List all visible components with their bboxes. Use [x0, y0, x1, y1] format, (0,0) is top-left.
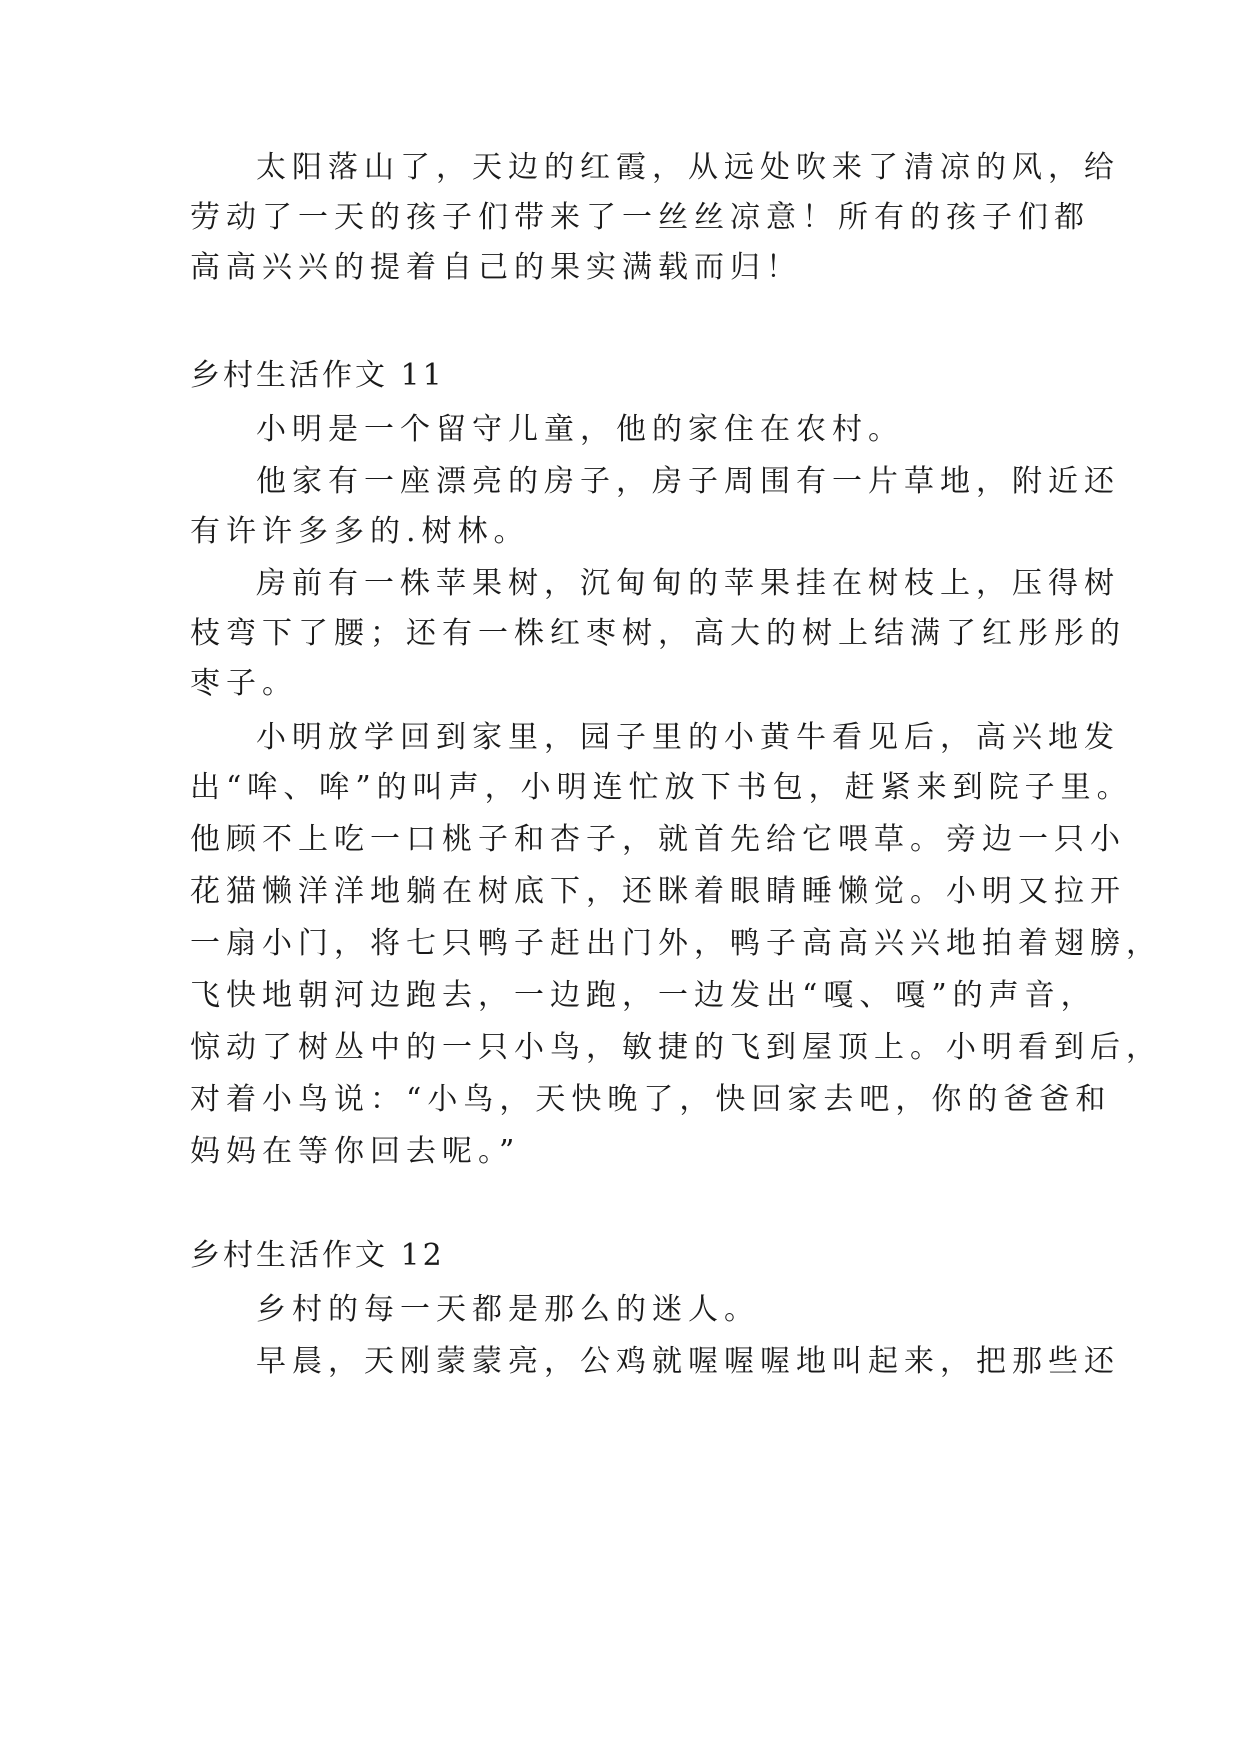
paragraph-line: 小明是一个留守儿童，他的家住在农村。 [256, 412, 904, 447]
paragraph-line: 劳动了一天的孩子们带来了一丝丝凉意！所有的孩子们都 [190, 200, 1090, 235]
paragraph-line: 枣子。 [190, 666, 298, 701]
paragraph-line: 枝弯下了腰；还有一株红枣树，高大的树上结满了红彤彤的 [190, 616, 1126, 651]
paragraph-line: 花猫懒洋洋地躺在树底下，还眯着眼睛睡懒觉。小明又拉开 [190, 874, 1126, 909]
paragraph-line: 出“哞、哞”的叫声，小明连忙放下书包，赶紧来到院子里。 [190, 770, 1133, 805]
paragraph-line: 房前有一株苹果树，沉甸甸的苹果挂在树枝上，压得树 [256, 566, 1120, 601]
paragraph-line: 他家有一座漂亮的房子，房子周围有一片草地，附近还 [256, 464, 1120, 499]
paragraph-line: 乡村的每一天都是那么的迷人。 [256, 1292, 760, 1327]
essay-title: 乡村生活作文 12 [190, 1238, 445, 1273]
paragraph-line: 对着小鸟说：“小鸟，天快晚了，快回家去吧，你的爸爸和 [190, 1082, 1112, 1117]
paragraph-line: 惊动了树丛中的一只小鸟，敏捷的飞到屋顶上。小明看到后， [190, 1030, 1162, 1065]
paragraph-line: 飞快地朝河边跑去，一边跑，一边发出“嘎、嘎”的声音， [190, 978, 1097, 1013]
paragraph-line: 早晨，天刚蒙蒙亮，公鸡就喔喔喔地叫起来，把那些还 [256, 1344, 1120, 1379]
paragraph-line: 太阳落山了，天边的红霞，从远处吹来了清凉的风，给 [256, 150, 1120, 185]
paragraph-line: 他顾不上吃一口桃子和杏子，就首先给它喂草。旁边一只小 [190, 822, 1126, 857]
essay-title: 乡村生活作文 11 [190, 358, 445, 393]
paragraph-line: 小明放学回到家里，园子里的小黄牛看见后，高兴地发 [256, 720, 1120, 755]
paragraph-line: 有许许多多的.树林。 [190, 514, 530, 549]
paragraph-line: 妈妈在等你回去呢。” [190, 1134, 521, 1169]
paragraph-line: 高高兴兴的提着自己的果实满载而归！ [190, 250, 802, 285]
paragraph-line: 一扇小门，将七只鸭子赶出门外，鸭子高高兴兴地拍着翅膀， [190, 926, 1162, 961]
